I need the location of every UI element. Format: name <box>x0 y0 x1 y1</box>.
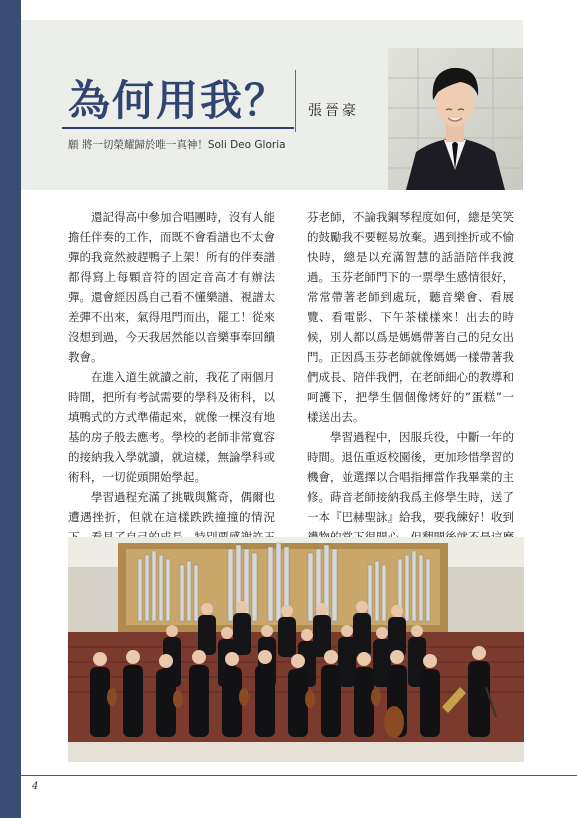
left-sidebar-bar <box>0 0 21 818</box>
paragraph: 學習過程中，因服兵役，中斷一年的時間。退伍重返校園後，更加珍惜學習的機會，並選擇以合唱指揮當作我畢業的主修。蒔音老師接納我爲主修學生時，送了一本『巴赫聖詠』給我，要我練好！收到 <box>307 430 514 524</box>
page-title: 為何用我？ <box>68 76 289 125</box>
page-number: 4 <box>32 781 39 792</box>
ensemble-group-photo <box>68 537 524 762</box>
author-portrait <box>388 48 523 190</box>
title-underline <box>62 127 294 129</box>
article-column-right <box>307 207 514 547</box>
dedication-line: 願 將一切榮耀歸於唯一真神！Soli Deo Gloria <box>68 139 286 151</box>
author-name: 張晉豪 <box>308 103 359 119</box>
paragraph: 學習過程充滿了挑戰與驚奇，偶爾也遭遇挫折，但就在這樣跌跌撞撞的情況 <box>68 490 275 524</box>
article-column-left <box>68 207 275 547</box>
paragraph: 芬老師，不論我鋼琴程度如何，總是笑笑的鼓勵我不要輕易放棄。遇到挫折或不愉快時，總是以充滿智慧的話語陪伴我渡過。玉芬老師門下的一票學生感情很好，常常帶著老師到處玩，聽音樂會、看展覽、看電影、下午茶樣樣來！出去的時候，別人都以爲是媽媽帶著自己的兒女出門。正因爲玉芬老師就像媽媽一樣帶著我們成長、陪伴我們，在老師細心的教導和呵護下，把學生個個像烤好的”蛋糕”一樣送出去。 <box>307 210 514 424</box>
title-divider <box>295 70 296 132</box>
paragraph: 在進入道生就讀之前，我花了兩個月時間，把所有考試需要的學科及術科，以填鴨式的方式準備起來，就像一棵沒有地基的房子般去應考。學校的老師非常寬容的接納我入學就讀，就這樣，無論學科或術科，一切從頭開始學起。 <box>68 370 275 484</box>
paragraph: 還記得高中參加合唱團時，沒有人能擔任伴奏的工作，而既不會看譜也不太會彈的我竟然被趕鴨子上架！所有的伴奏譜都得寫上每顆音符的固定音高才有辦法彈。還會經因爲自己看不懂樂譜、視譜太差彈不出來，氣得甩門而出，罷工！從來沒想到過，今天我居然能以音樂事奉回饋教會。 <box>68 210 275 364</box>
footer-rule <box>21 775 577 776</box>
